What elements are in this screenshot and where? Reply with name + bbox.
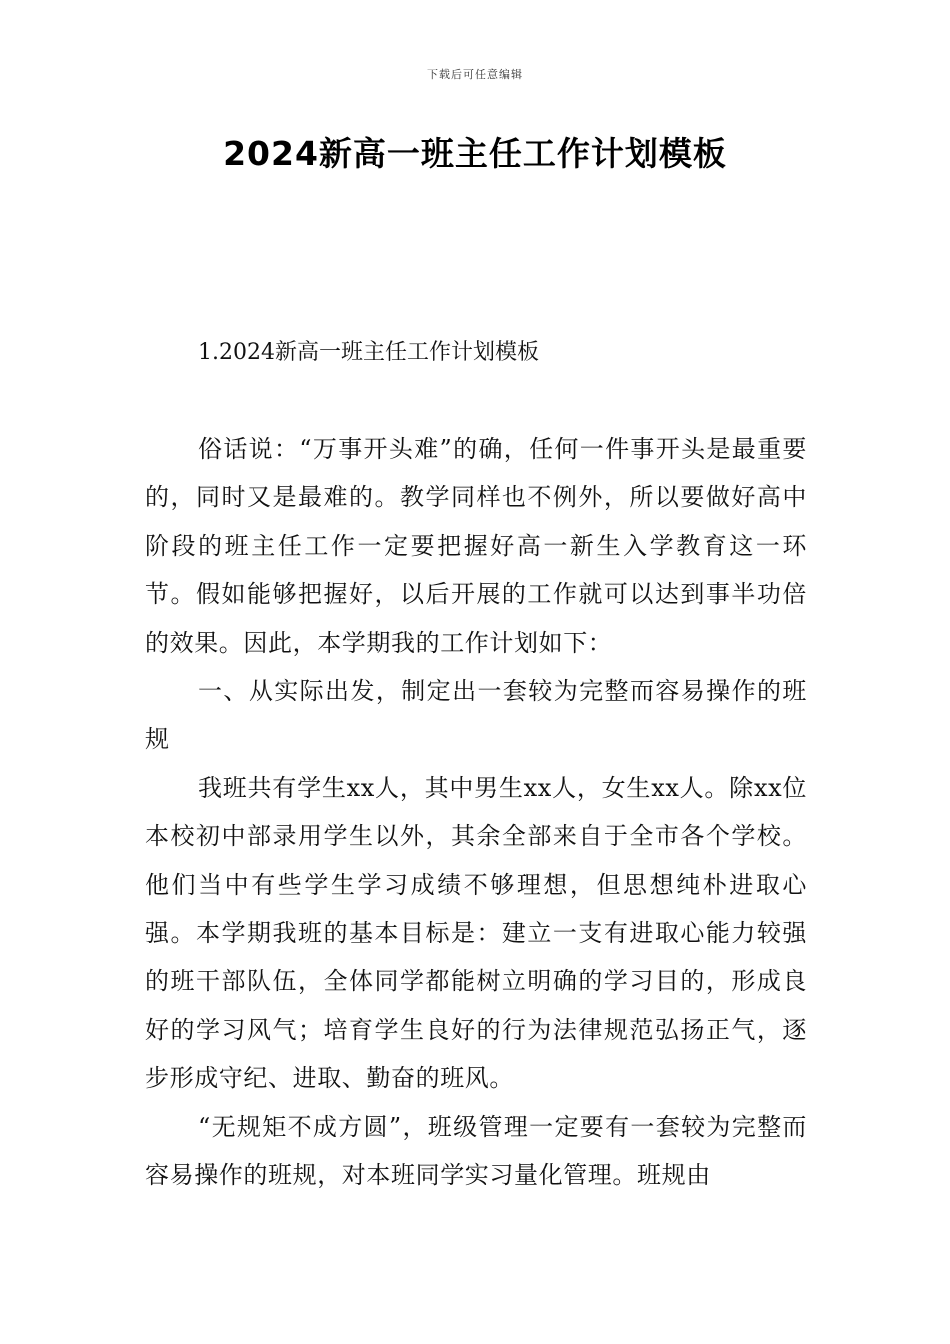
header-note: 下载后可任意编辑 — [427, 68, 523, 81]
paragraph-class-overview: 我班共有学生xx人，其中男生xx人，女生xx人。除xx位本校初中部录用学生以外，其余全部来自于全市各个学校。他们当中有些学生学习成绩不够理想，但思想纯朴进取心强。本学期我班的基本目标是：建立一支有进取心能力较强的班干部队伍，全体同学都能树立明确的学习目的，形成良好的学习风气；培育学生良好的行为法律规范弘扬正气，逐步形成守纪、进取、勤奋的班风。 — [145, 773, 807, 1093]
body-text — [145, 425, 807, 1200]
section-heading: 1.2024新高一班主任工作计划模板 — [198, 340, 539, 365]
paragraph-intro: 俗话说：“万事开头难”的确，任何一件事开头是最重要的，同时又是最难的。教学同样也不例外，所以要做好高中阶段的班主任工作一定要把握好高一新生入学教育这一环节。假如能够把握好，以后开展的工作就可以达到事半功倍的效果。因此，本学期我的工作计划如下： — [145, 435, 807, 657]
paragraph-section-one-heading: 一、从实际出发，制定出一套较为完整而容易操作的班规 — [145, 677, 807, 754]
document-title: 2024新高一班主任工作计划模板 — [223, 134, 727, 173]
paragraph-class-rules: “无规矩不成方圆”，班级管理一定要有一套较为完整而容易操作的班规，对本班同学实习量化管理。班规由 — [145, 1112, 807, 1190]
